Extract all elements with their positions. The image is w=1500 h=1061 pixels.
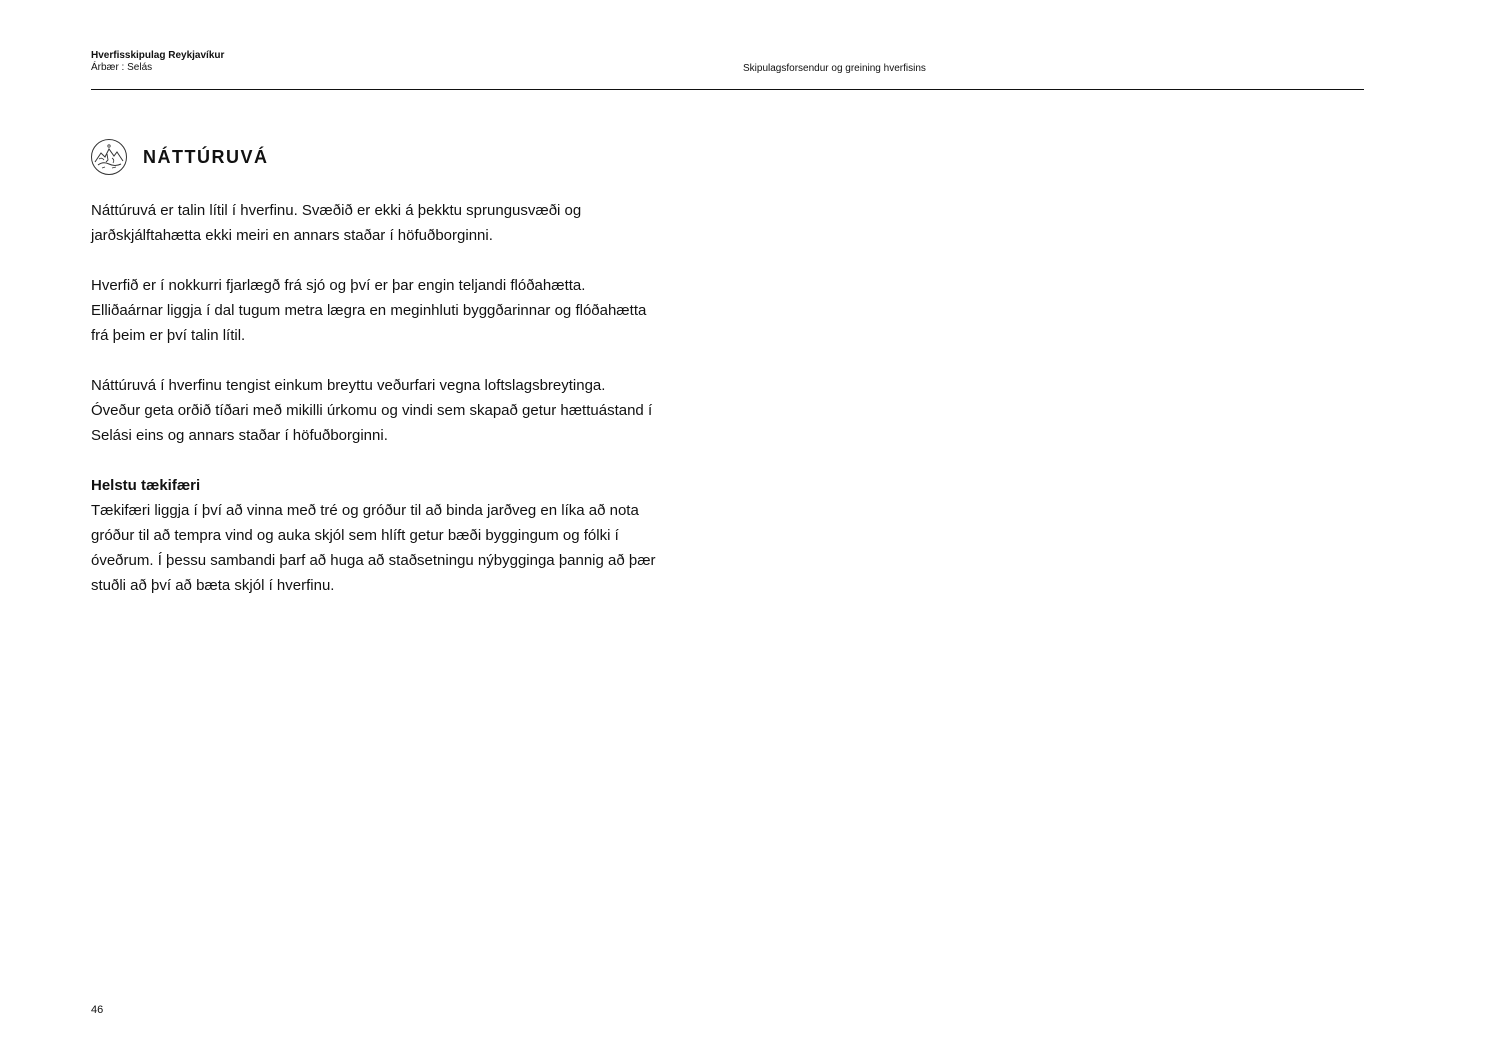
body-text xyxy=(91,198,731,623)
text-line: Óveður geta orðið tíðari með mikilli úrkomu og vindi sem skapað getur hættuástand í xyxy=(91,402,653,419)
section-label: Skipulagsforsendur og greining hverfisins xyxy=(743,63,926,74)
text-line: Tækifæri liggja í því að vinna með tré og gróður til að binda jarðveg en líka að nota xyxy=(91,502,639,519)
subheading-opportunities: Helstu tækifæri xyxy=(91,477,201,494)
landscape-circle-icon xyxy=(90,138,128,176)
text-line: óveðrum. Í þessu sambandi þarf að huga að staðsetningu nýbygginga þannig að þær xyxy=(91,552,656,569)
document-header xyxy=(91,50,224,74)
text-line: stuðli að því að bæta skjól í hverfinu. xyxy=(91,577,335,594)
document-title: Hverfisskipulag Reykjavíkur xyxy=(91,50,225,61)
text-line: gróður til að tempra vind og auka skjól sem hlíft getur bæði byggingum og fólki í xyxy=(91,527,619,544)
document-subtitle: Árbær : Selás xyxy=(91,62,153,73)
text-line: frá þeim er því talin lítil. xyxy=(91,327,246,344)
text-line: Elliðaárnar liggja í dal tugum metra lægra en meginhluti byggðarinnar og flóðahætta xyxy=(91,302,647,319)
text-line: Selási eins og annars staðar í höfuðborginni. xyxy=(91,427,388,444)
header-divider xyxy=(91,89,1364,90)
text-line: Náttúruvá er talin lítil í hverfinu. Svæðið er ekki á þekktu sprungusvæði og xyxy=(91,202,582,219)
section-heading xyxy=(90,138,269,176)
text-line: Náttúruvá í hverfinu tengist einkum breyttu veðurfari vegna loftslagsbreytinga. xyxy=(91,377,606,394)
text-line: jarðskjálftahætta ekki meiri en annars staðar í höfuðborginni. xyxy=(91,227,493,244)
paragraph xyxy=(91,273,731,348)
text-line: Hverfið er í nokkurri fjarlægð frá sjó og því er þar engin teljandi flóðahætta. xyxy=(91,277,586,294)
page-number: 46 xyxy=(91,1004,104,1016)
paragraph xyxy=(91,473,731,598)
section-title: NÁTTÚRUVÁ xyxy=(143,146,269,167)
paragraph xyxy=(91,198,731,248)
paragraph xyxy=(91,373,731,448)
